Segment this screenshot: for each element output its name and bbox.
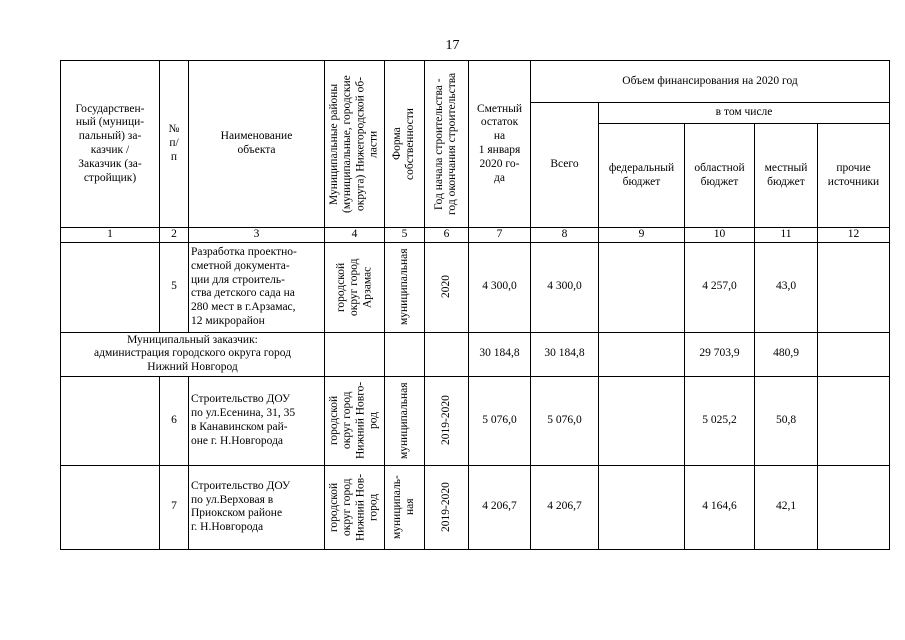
header-districts: Муниципальные районы (муниципальные, городские округа) Нижегородской об- ласти bbox=[328, 75, 380, 213]
federal-budget bbox=[599, 332, 685, 376]
customer-row bbox=[61, 332, 890, 376]
other-sources bbox=[818, 242, 890, 332]
column-number: 2 bbox=[160, 228, 189, 243]
federal-budget bbox=[599, 376, 685, 465]
estimated-balance: 5 076,0 bbox=[469, 376, 531, 465]
object-ownership: муниципальная bbox=[397, 382, 410, 460]
object-district: городской округ город Нижний Нов- город bbox=[328, 473, 380, 541]
column-number: 8 bbox=[531, 228, 599, 243]
object-years: 2019-2020 bbox=[439, 482, 452, 533]
regional-budget: 4 257,0 bbox=[685, 242, 755, 332]
estimated-balance: 30 184,8 bbox=[469, 332, 531, 376]
object-district: городской округ город Арзамас bbox=[334, 258, 374, 317]
object-name: Строительство ДОУ по ул.Есенина, 31, 35 в Канавинском рай- оне г. Н.Новгорода bbox=[189, 376, 325, 465]
column-number: 10 bbox=[685, 228, 755, 243]
object-district: городской округ город Нижний Новго- род bbox=[328, 382, 380, 460]
total-funding: 30 184,8 bbox=[531, 332, 599, 376]
object-name: Разработка проектно- сметной документа- ции для строитель- ства детского сада на 280 мест в г.Арзамас, 12 микрорайон bbox=[189, 242, 325, 332]
header-total: Всего bbox=[531, 103, 599, 228]
column-number: 3 bbox=[189, 228, 325, 243]
header-number: № п/ п bbox=[160, 61, 189, 228]
header-ownership: Форма собственности bbox=[391, 108, 417, 180]
column-number: 1 bbox=[61, 228, 160, 243]
other-sources bbox=[818, 332, 890, 376]
other-sources bbox=[818, 376, 890, 465]
header-federal: федеральный бюджет bbox=[599, 124, 685, 228]
object-ownership: муниципальная bbox=[397, 249, 410, 326]
column-number: 11 bbox=[755, 228, 818, 243]
customer-cell bbox=[61, 242, 160, 332]
column-number-row bbox=[61, 228, 890, 243]
header-object-name: Наименование объекта bbox=[189, 61, 325, 228]
federal-budget bbox=[599, 242, 685, 332]
local-budget: 42,1 bbox=[755, 465, 818, 549]
total-funding: 5 076,0 bbox=[531, 376, 599, 465]
column-number: 9 bbox=[599, 228, 685, 243]
customer-cell bbox=[61, 465, 160, 549]
header-local: местный бюджет bbox=[755, 124, 818, 228]
header-customer: Государствен- ный (муници- пальный) за- казчик / Заказчик (за- стройщик) bbox=[61, 61, 160, 228]
municipal-customer: Муниципальный заказчик: администрация городского округа город Нижний Новгород bbox=[61, 332, 325, 376]
other-sources bbox=[818, 465, 890, 549]
column-number: 12 bbox=[818, 228, 890, 243]
object-number: 7 bbox=[160, 465, 189, 549]
local-budget: 50,8 bbox=[755, 376, 818, 465]
page-number: 17 bbox=[445, 38, 460, 53]
empty-cell bbox=[385, 332, 425, 376]
header-estimated-balance: Сметный остаток на 1 января 2020 го- да bbox=[469, 61, 531, 228]
total-funding: 4 300,0 bbox=[531, 242, 599, 332]
table-row bbox=[61, 242, 890, 332]
column-number: 4 bbox=[325, 228, 385, 243]
empty-cell bbox=[325, 332, 385, 376]
federal-budget bbox=[599, 465, 685, 549]
estimated-balance: 4 300,0 bbox=[469, 242, 531, 332]
header-including: в том числе bbox=[599, 103, 890, 124]
table-row bbox=[61, 376, 890, 465]
empty-cell bbox=[425, 332, 469, 376]
total-funding: 4 206,7 bbox=[531, 465, 599, 549]
customer-cell bbox=[61, 376, 160, 465]
object-ownership: муниципаль- ная bbox=[391, 475, 417, 540]
table-row bbox=[61, 465, 890, 549]
header-years: Год начала строительства - год окончания строительства bbox=[433, 72, 459, 216]
header-regional: областной бюджет bbox=[685, 124, 755, 228]
object-number: 6 bbox=[160, 376, 189, 465]
column-number: 7 bbox=[469, 228, 531, 243]
estimated-balance: 4 206,7 bbox=[469, 465, 531, 549]
object-name: Строительство ДОУ по ул.Верховая в Приокском районе г. Н.Новгорода bbox=[189, 465, 325, 549]
funding-table bbox=[60, 60, 890, 550]
object-years: 2020 bbox=[439, 275, 452, 299]
regional-budget: 4 164,6 bbox=[685, 465, 755, 549]
object-years: 2019-2020 bbox=[439, 395, 452, 446]
header-other: прочие источники bbox=[818, 124, 890, 228]
local-budget: 480,9 bbox=[755, 332, 818, 376]
object-number: 5 bbox=[160, 242, 189, 332]
column-number: 6 bbox=[425, 228, 469, 243]
regional-budget: 29 703,9 bbox=[685, 332, 755, 376]
header-funding-group: Объем финансирования на 2020 год bbox=[531, 61, 890, 103]
regional-budget: 5 025,2 bbox=[685, 376, 755, 465]
column-number: 5 bbox=[385, 228, 425, 243]
local-budget: 43,0 bbox=[755, 242, 818, 332]
